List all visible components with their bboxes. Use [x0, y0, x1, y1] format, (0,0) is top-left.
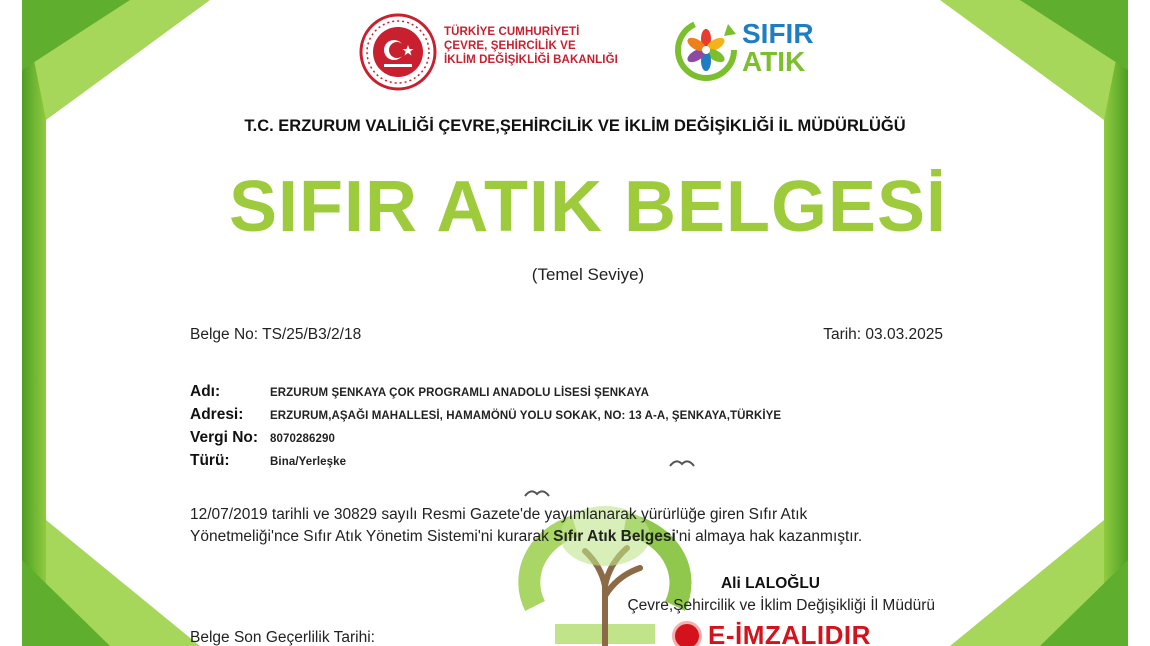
ministry-line-3: İKLİM DEĞİŞİKLİĞİ BAKANLIĞI: [444, 54, 618, 66]
certificate-level: (Temel Seviye): [531, 265, 645, 284]
document-date: Tarih: 03.03.2025: [823, 326, 943, 343]
logo-word-atik: ATIK: [742, 46, 806, 77]
statement-highlight: Sıfır Atık Belgesi: [553, 528, 676, 545]
name-label: Adı:: [190, 383, 221, 400]
address-value: ERZURUM,AŞAĞI MAHALLESİ, HAMAMÖNÜ YOLU SOKAK, NO: 13 A-A, ŞENKAYA,TÜRKİYE: [270, 410, 782, 422]
address-label: Adresi:: [190, 406, 244, 423]
statement-line-2-start: Yönetmeliği'nce Sıfır Atık Yönetim Sistemi'ni kurarak: [190, 528, 554, 545]
tax-value: 8070286290: [270, 433, 335, 445]
logo-word-sifir: SIFIR: [742, 18, 814, 49]
info-row-address: [190, 406, 781, 429]
certificate-title: SIFIR ATIK BELGESİ: [228, 167, 948, 247]
ministry-line-2: ÇEVRE, ŞEHİRCİLİK VE: [444, 40, 576, 52]
document-number: Belge No: TS/25/B3/2/18: [190, 326, 362, 343]
type-value: Bina/Yerleşke: [270, 456, 347, 468]
recycle-tree-illustration: [505, 456, 705, 646]
zero-waste-logo-icon: [670, 14, 750, 84]
certificate-statement: [190, 504, 970, 548]
signer-title: Çevre,Şehircilik ve İklim Değişikliği İl Müdürü: [627, 597, 935, 614]
statement-line-2: [190, 526, 970, 548]
directorate-heading: T.C. ERZURUM VALİLİĞİ ÇEVRE,ŞEHİRCİLİK VE İKLİM DEĞİŞİKLİĞİ İL MÜDÜRLÜĞÜ: [244, 117, 906, 135]
validity-label: Belge Son Geçerlilik Tarihi:: [190, 629, 375, 646]
signer-name: Ali LALOĞLU: [720, 575, 820, 592]
ministry-emblem-icon: [358, 12, 438, 92]
tax-label: Vergi No:: [190, 429, 259, 446]
statement-line-1: 12/07/2019 tarihli ve 30829 sayılı Resmi Gazete'de yayımlanarak yürürlüğe giren Sıfır Atık: [190, 506, 808, 523]
type-label: Türü:: [190, 452, 230, 469]
ministry-name: [444, 25, 618, 67]
e-signature-label: E-İMZALIDIR: [708, 620, 871, 646]
zero-waste-logo-text: [742, 20, 814, 76]
info-row-name: [190, 383, 781, 406]
info-row-tax: [190, 429, 781, 452]
ministry-line-1: TÜRKİYE CUMHURİYETİ: [444, 26, 580, 38]
e-signature-stamp: [672, 620, 871, 646]
statement-line-2-end: 'ni almaya hak kazanmıştır.: [675, 528, 863, 545]
e-signature-seal-icon: [672, 621, 702, 646]
name-value: ERZURUM ŞENKAYA ÇOK PROGRAMLI ANADOLU LİSESİ ŞENKAYA: [270, 387, 650, 399]
